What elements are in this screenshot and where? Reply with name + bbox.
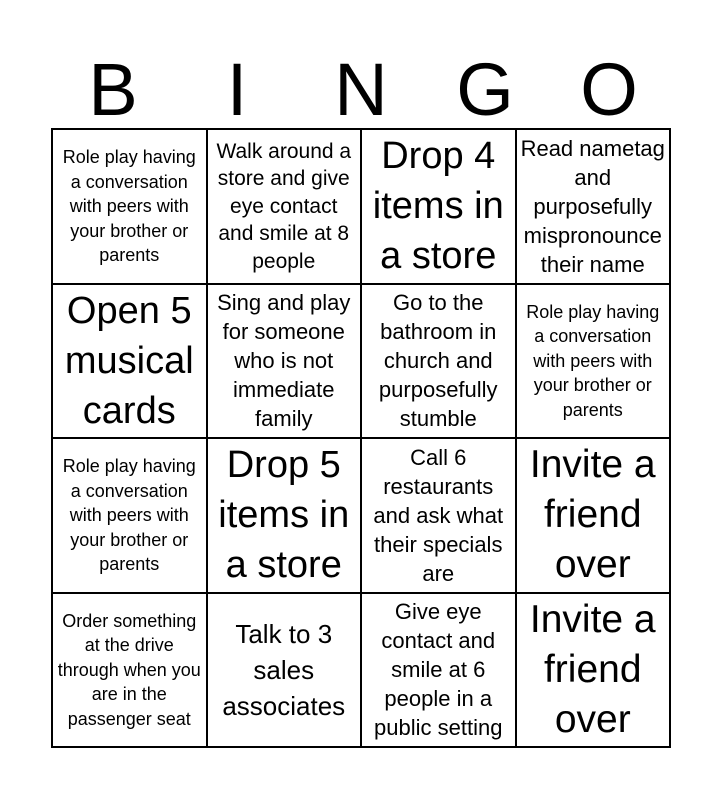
bingo-cell[interactable] — [517, 285, 672, 440]
bingo-cell[interactable] — [208, 439, 363, 594]
title-letter-n: N — [334, 48, 388, 131]
bingo-cell[interactable] — [517, 594, 672, 749]
cell-text: Talk to 3 sales associates — [222, 618, 346, 721]
bingo-cell[interactable] — [53, 285, 208, 440]
bingo-title — [51, 48, 671, 131]
cell-text: Open 5 musical cards — [64, 289, 194, 432]
bingo-cell[interactable] — [53, 594, 208, 749]
cell-text: Role play having a conversation with peers with your brother or parents — [62, 456, 196, 574]
bingo-cell[interactable] — [208, 130, 363, 285]
cell-text: Drop 5 items in a store — [218, 444, 350, 587]
title-letter-b: B — [88, 48, 138, 131]
cell-text: Sing and play for someone who is not immediate family — [217, 290, 351, 432]
bingo-cell[interactable] — [362, 439, 517, 594]
cell-text: Call 6 restaurants and ask what their specials are — [373, 444, 504, 586]
cell-text: Read nametag and purposefully mispronounce their name — [520, 135, 665, 277]
cell-text: Drop 4 items in a store — [372, 135, 504, 278]
bingo-cell[interactable] — [53, 439, 208, 594]
bingo-cell[interactable] — [362, 594, 517, 749]
cell-text: Invite a friend over — [529, 597, 656, 741]
cell-text: Walk around a store and give eye contact and smile at 8 people — [216, 139, 352, 273]
bingo-cell[interactable] — [362, 285, 517, 440]
bingo-cell[interactable] — [517, 439, 672, 594]
bingo-cell[interactable] — [208, 285, 363, 440]
bingo-cell[interactable] — [362, 130, 517, 285]
cell-text: Invite a friend over — [529, 443, 656, 587]
cell-text: Give eye contact and smile at 6 people in a public setting — [374, 599, 503, 741]
cell-text: Go to the bathroom in church and purposefully stumble — [378, 290, 498, 432]
title-letter-i: I — [226, 48, 248, 131]
bingo-grid — [51, 128, 671, 748]
title-letter-o: O — [580, 48, 638, 131]
cell-text: Order something at the drive through when you are in the passenger seat — [57, 610, 201, 729]
cell-text: Role play having a conversation with peers with your brother or parents — [526, 301, 660, 420]
bingo-cell[interactable] — [53, 130, 208, 285]
bingo-cell[interactable] — [517, 130, 672, 285]
cell-text: Role play having a conversation with peers with your brother or parents — [62, 147, 196, 265]
bingo-cell[interactable] — [208, 594, 363, 749]
title-letter-g: G — [456, 48, 514, 131]
